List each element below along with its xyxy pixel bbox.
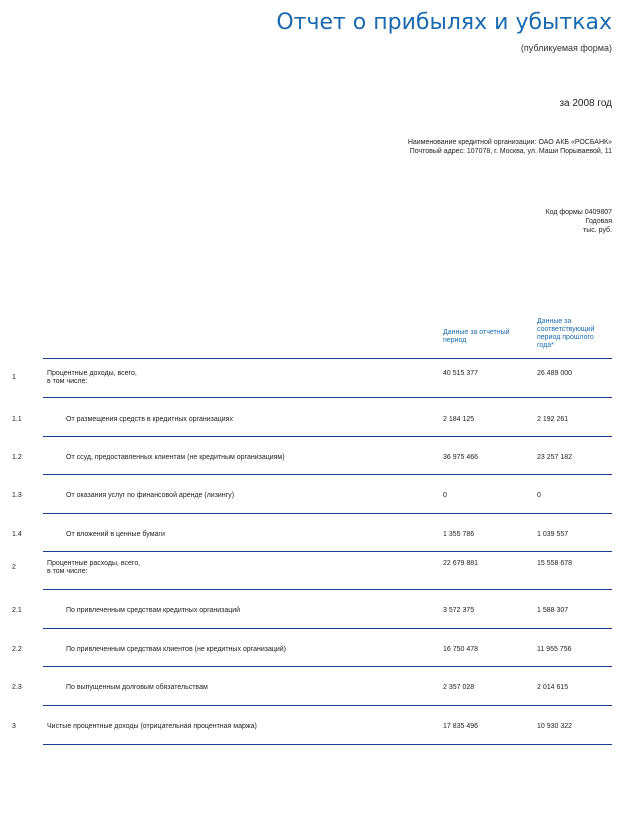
table-row bbox=[0, 595, 624, 633]
row-number: 2.1 bbox=[12, 607, 22, 614]
row-label bbox=[66, 646, 286, 654]
value-current: 3 572 375 bbox=[443, 607, 475, 614]
row-label-text: По привлеченным средствам клиентов (не кредитных организаций) bbox=[66, 646, 287, 653]
row-label bbox=[66, 607, 240, 615]
value-previous: 1 588 307 bbox=[537, 607, 569, 614]
table-row bbox=[0, 404, 624, 442]
row-sublabel-text: в том числе: bbox=[47, 568, 88, 575]
value-current: 1 355 786 bbox=[443, 531, 475, 538]
table-row bbox=[0, 634, 624, 672]
value-current: 2 184 125 bbox=[443, 416, 475, 423]
table-rule bbox=[43, 358, 612, 359]
table-row bbox=[0, 442, 624, 480]
row-number: 1.4 bbox=[12, 531, 22, 538]
value-current: 2 357 028 bbox=[443, 684, 475, 691]
organization-info bbox=[408, 138, 612, 156]
row-label-text: От оказания услуг по финансовой аренде (лизингу) bbox=[66, 492, 235, 499]
row-label bbox=[66, 492, 234, 500]
value-current: 0 bbox=[443, 492, 447, 499]
row-label-text: По привлеченным средствам кредитных организаций bbox=[66, 607, 241, 614]
column-header-previous: Данные за соответствующий период прошлого года* bbox=[537, 318, 595, 349]
value-previous: 26 489 000 bbox=[537, 370, 573, 377]
row-number: 1 bbox=[12, 374, 16, 381]
table-row bbox=[0, 367, 624, 405]
row-label bbox=[66, 684, 208, 692]
form-info bbox=[546, 208, 612, 235]
table-row bbox=[0, 711, 624, 749]
row-label bbox=[47, 370, 137, 386]
value-previous: 11 955 756 bbox=[537, 646, 572, 653]
row-number: 2 bbox=[12, 564, 16, 571]
row-number: 2.3 bbox=[12, 684, 22, 691]
row-label-text: По выпущенным долговым обязательствам bbox=[66, 684, 208, 691]
form-code: Код формы 0409807 bbox=[545, 209, 612, 216]
value-previous: 15 558 678 bbox=[537, 560, 573, 567]
value-previous: 1 039 557 bbox=[537, 531, 569, 538]
form-units: тыс. руб. bbox=[583, 227, 612, 234]
column-header-current: Данные за отчетный период bbox=[443, 329, 510, 344]
row-sublabel-text: в том числе: bbox=[47, 378, 88, 385]
row-label bbox=[66, 531, 165, 539]
row-number: 1.3 bbox=[12, 492, 22, 499]
row-number: 2.2 bbox=[12, 646, 22, 653]
value-current: 16 750 478 bbox=[443, 646, 479, 653]
form-period: Годовая bbox=[585, 218, 612, 225]
row-number: 1.1 bbox=[12, 416, 22, 423]
row-label-text: От размещения средств в кредитных организациях bbox=[66, 416, 233, 423]
table-row bbox=[0, 557, 624, 595]
report-year: за 2008 год bbox=[559, 98, 612, 109]
value-current: 36 975 466 bbox=[443, 454, 479, 461]
row-number: 1.2 bbox=[12, 454, 22, 461]
page-title: Отчет о прибылях и убытках bbox=[276, 10, 612, 35]
page-subtitle: (публикуемая форма) bbox=[520, 43, 612, 53]
value-current: 17 835 496 bbox=[443, 723, 479, 730]
row-label-text: Чистые процентные доходы (отрицательная процентная маржа) bbox=[47, 723, 257, 730]
value-previous: 23 257 182 bbox=[537, 454, 573, 461]
row-label-text: От вложений в ценные бумаги bbox=[66, 531, 165, 538]
organization-address: Почтовый адрес: 107078, г. Москва, ул. Маши Порываевой, 11 bbox=[409, 148, 612, 155]
table-row bbox=[0, 672, 624, 710]
row-label-text: От ссуд, предоставленных клиентам (не кредитным организациям) bbox=[66, 454, 285, 461]
value-current: 40 515 377 bbox=[443, 370, 479, 377]
organization-name: Наименование кредитной организации: ОАО АКБ «РОСБАНК» bbox=[407, 139, 612, 146]
row-label bbox=[66, 454, 285, 462]
row-label bbox=[66, 416, 233, 424]
row-number: 3 bbox=[12, 723, 16, 730]
table-row bbox=[0, 519, 624, 557]
row-label-text: Процентные расходы, всего, bbox=[47, 560, 141, 567]
table-row bbox=[0, 480, 624, 518]
value-previous: 10 930 322 bbox=[537, 723, 573, 730]
value-previous: 2 192 261 bbox=[537, 416, 569, 423]
value-previous: 2 014 615 bbox=[537, 684, 569, 691]
value-current: 22 679 881 bbox=[443, 560, 479, 567]
value-previous: 0 bbox=[537, 492, 541, 499]
row-label-text: Процентные доходы, всего, bbox=[47, 370, 137, 377]
row-label bbox=[47, 560, 140, 576]
row-label bbox=[47, 723, 257, 731]
